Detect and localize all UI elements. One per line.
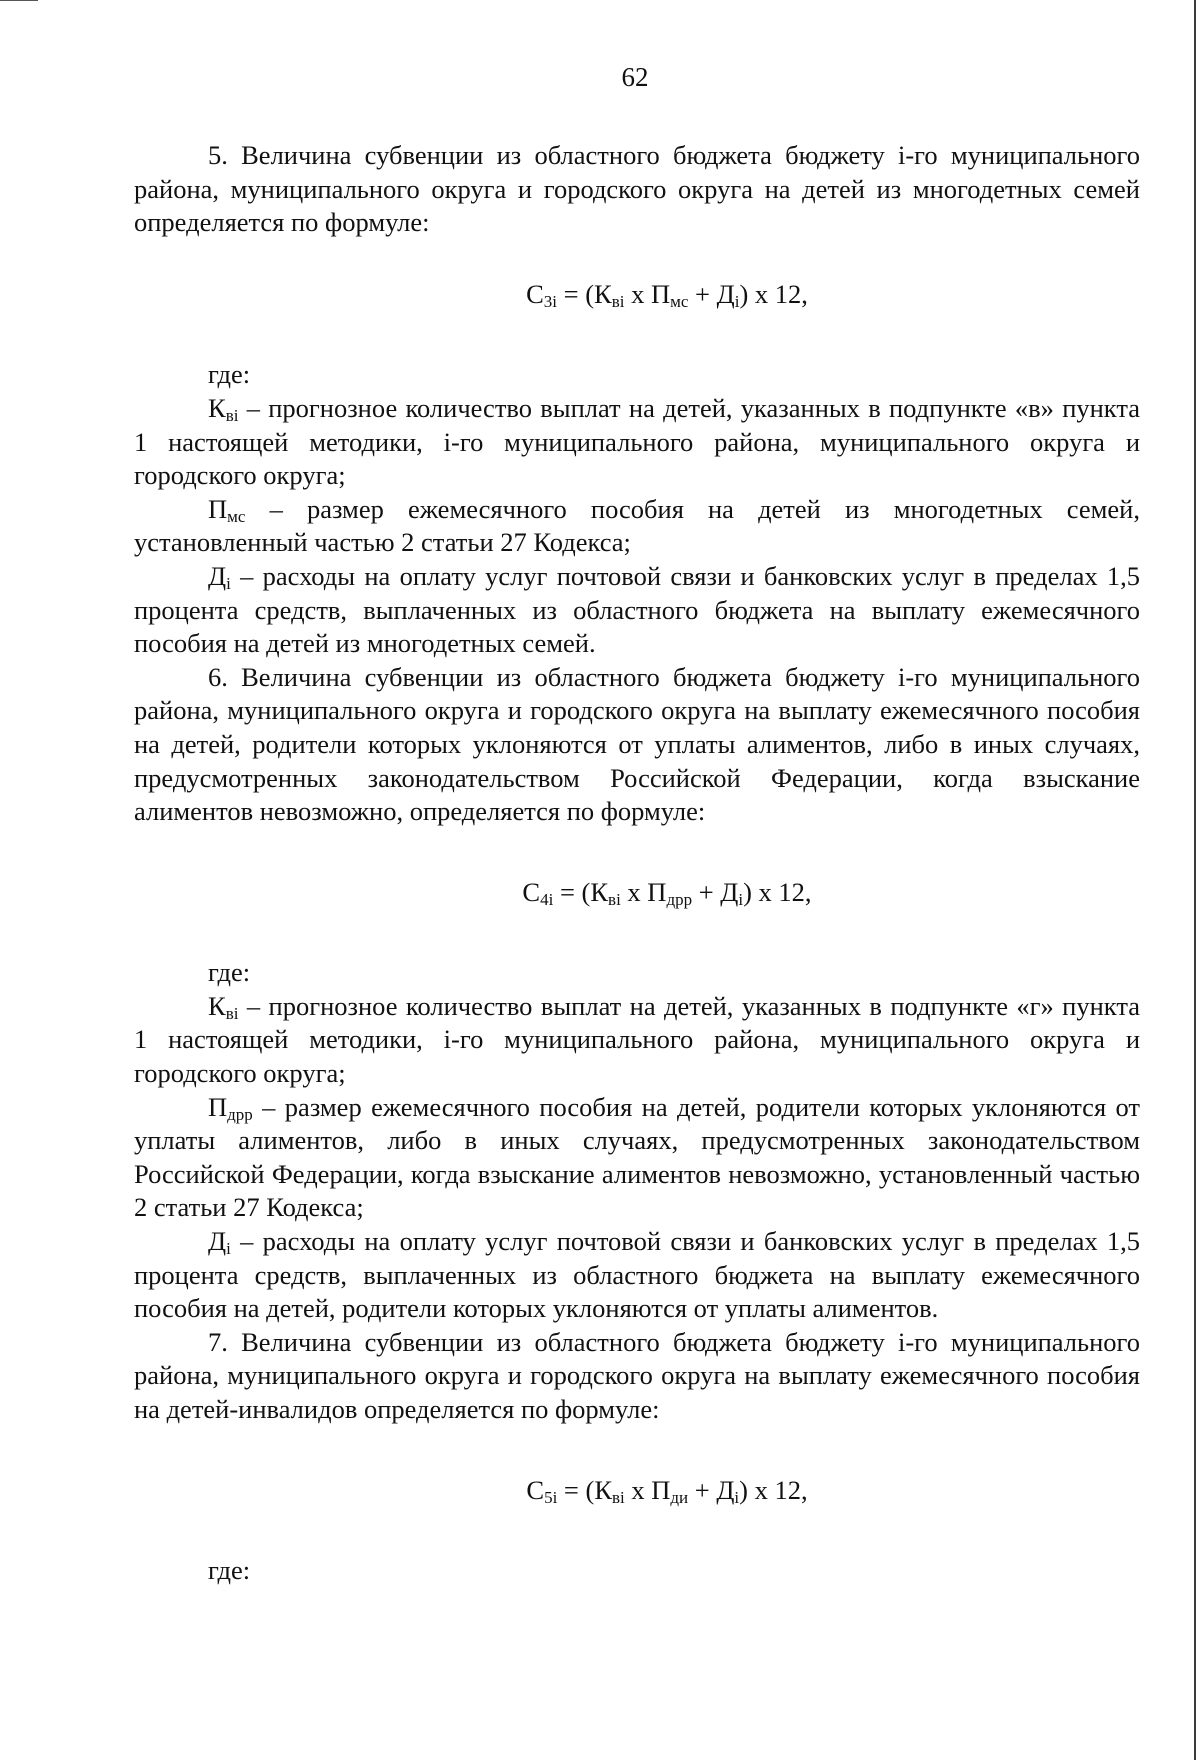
page-number: 62	[621, 62, 649, 92]
item6-definition-p: $П_{дрр}$ – размер ежемесячного пособия на детей, родители которых уклоняются от уплаты алиментов, либо в иных случаях, предусмотренных законодательством Российской Федерации, когда взыскание алиментов невозможно, установленный частью 2 статьи 27 Кодекса;	[134, 1091, 1140, 1223]
item6-definition-d: $Д_i$ – расходы на оплату услуг почтовой связи и банковских услуг в пределах 1,5 процента средств, выплаченных из областного бюджета на выплату ежемесячного пособия на детей, родители которых уклоняются от уплаты алиментов.	[134, 1226, 1140, 1324]
item5-formula: $С_{3i} = (К_{вi}$ х $П_{мс} + Д_i$) х 12,	[526, 278, 808, 311]
item7-where-label: где:	[208, 1555, 251, 1586]
item6-where-label: где:	[208, 957, 251, 988]
item5-paragraph: 5. Величина субвенции из областного бюджета бюджету i-го муниципального района, муниципального округа и городского округа на детей из многодетных семей определяется по формуле:	[134, 140, 1140, 238]
scan-edge-mark	[0, 0, 38, 1]
item7-formula: $С_{5i} = (К_{вi}$ х $П_{ди} + Д_i$) х 12,	[526, 1474, 808, 1507]
item5-definition-p: $П_{мс}$ – размер ежемесячного пособия на детей из многодетных семей, установленный частью 2 статьи 27 Кодекса;	[134, 493, 1140, 558]
item5-definition-d: $Д_i$ – расходы на оплату услуг почтовой связи и банковских услуг в пределах 1,5 процента средств, выплаченных из областного бюджета на выплату ежемесячного пособия на детей из многодетных семей.	[134, 560, 1140, 659]
item6-definition-k: $К_{вi}$ – прогнозное количество выплат на детей, указанных в подпункте «г» пункта 1 настоящей методики, i-го муниципального района, муниципального округа и городского округа;	[134, 990, 1140, 1089]
item5-definition-k: $К_{вi}$ – прогнозное количество выплат на детей, указанных в подпункте «в» пункта 1 настоящей методики, i-го муниципального района, муниципального округа и городского округа;	[134, 392, 1140, 491]
document-body	[134, 139, 1140, 1588]
item5-where-label: где:	[208, 359, 251, 390]
item6-paragraph: 6. Величина субвенции из областного бюджета бюджету i-го муниципального района, муниципального округа и городского округа на выплату ежемесячного пособия на детей, родители которых уклоняются от уплаты алиментов, либо в иных случаях, предусмотренных законодательством Российской Федерации, когда взыскание алиментов невозможно, определяется по формуле:	[134, 661, 1140, 827]
item7-paragraph: 7. Величина субвенции из областного бюджета бюджету i-го муниципального района, муниципального округа и городского округа на выплату ежемесячного пособия на детей-инвалидов определяется по формуле:	[134, 1326, 1140, 1424]
scan-edge-line	[1194, 0, 1196, 1760]
item6-formula: $С_{4i} = (К_{вi}$ х $П_{дрр} + Д_i$) х 12,	[522, 876, 812, 909]
